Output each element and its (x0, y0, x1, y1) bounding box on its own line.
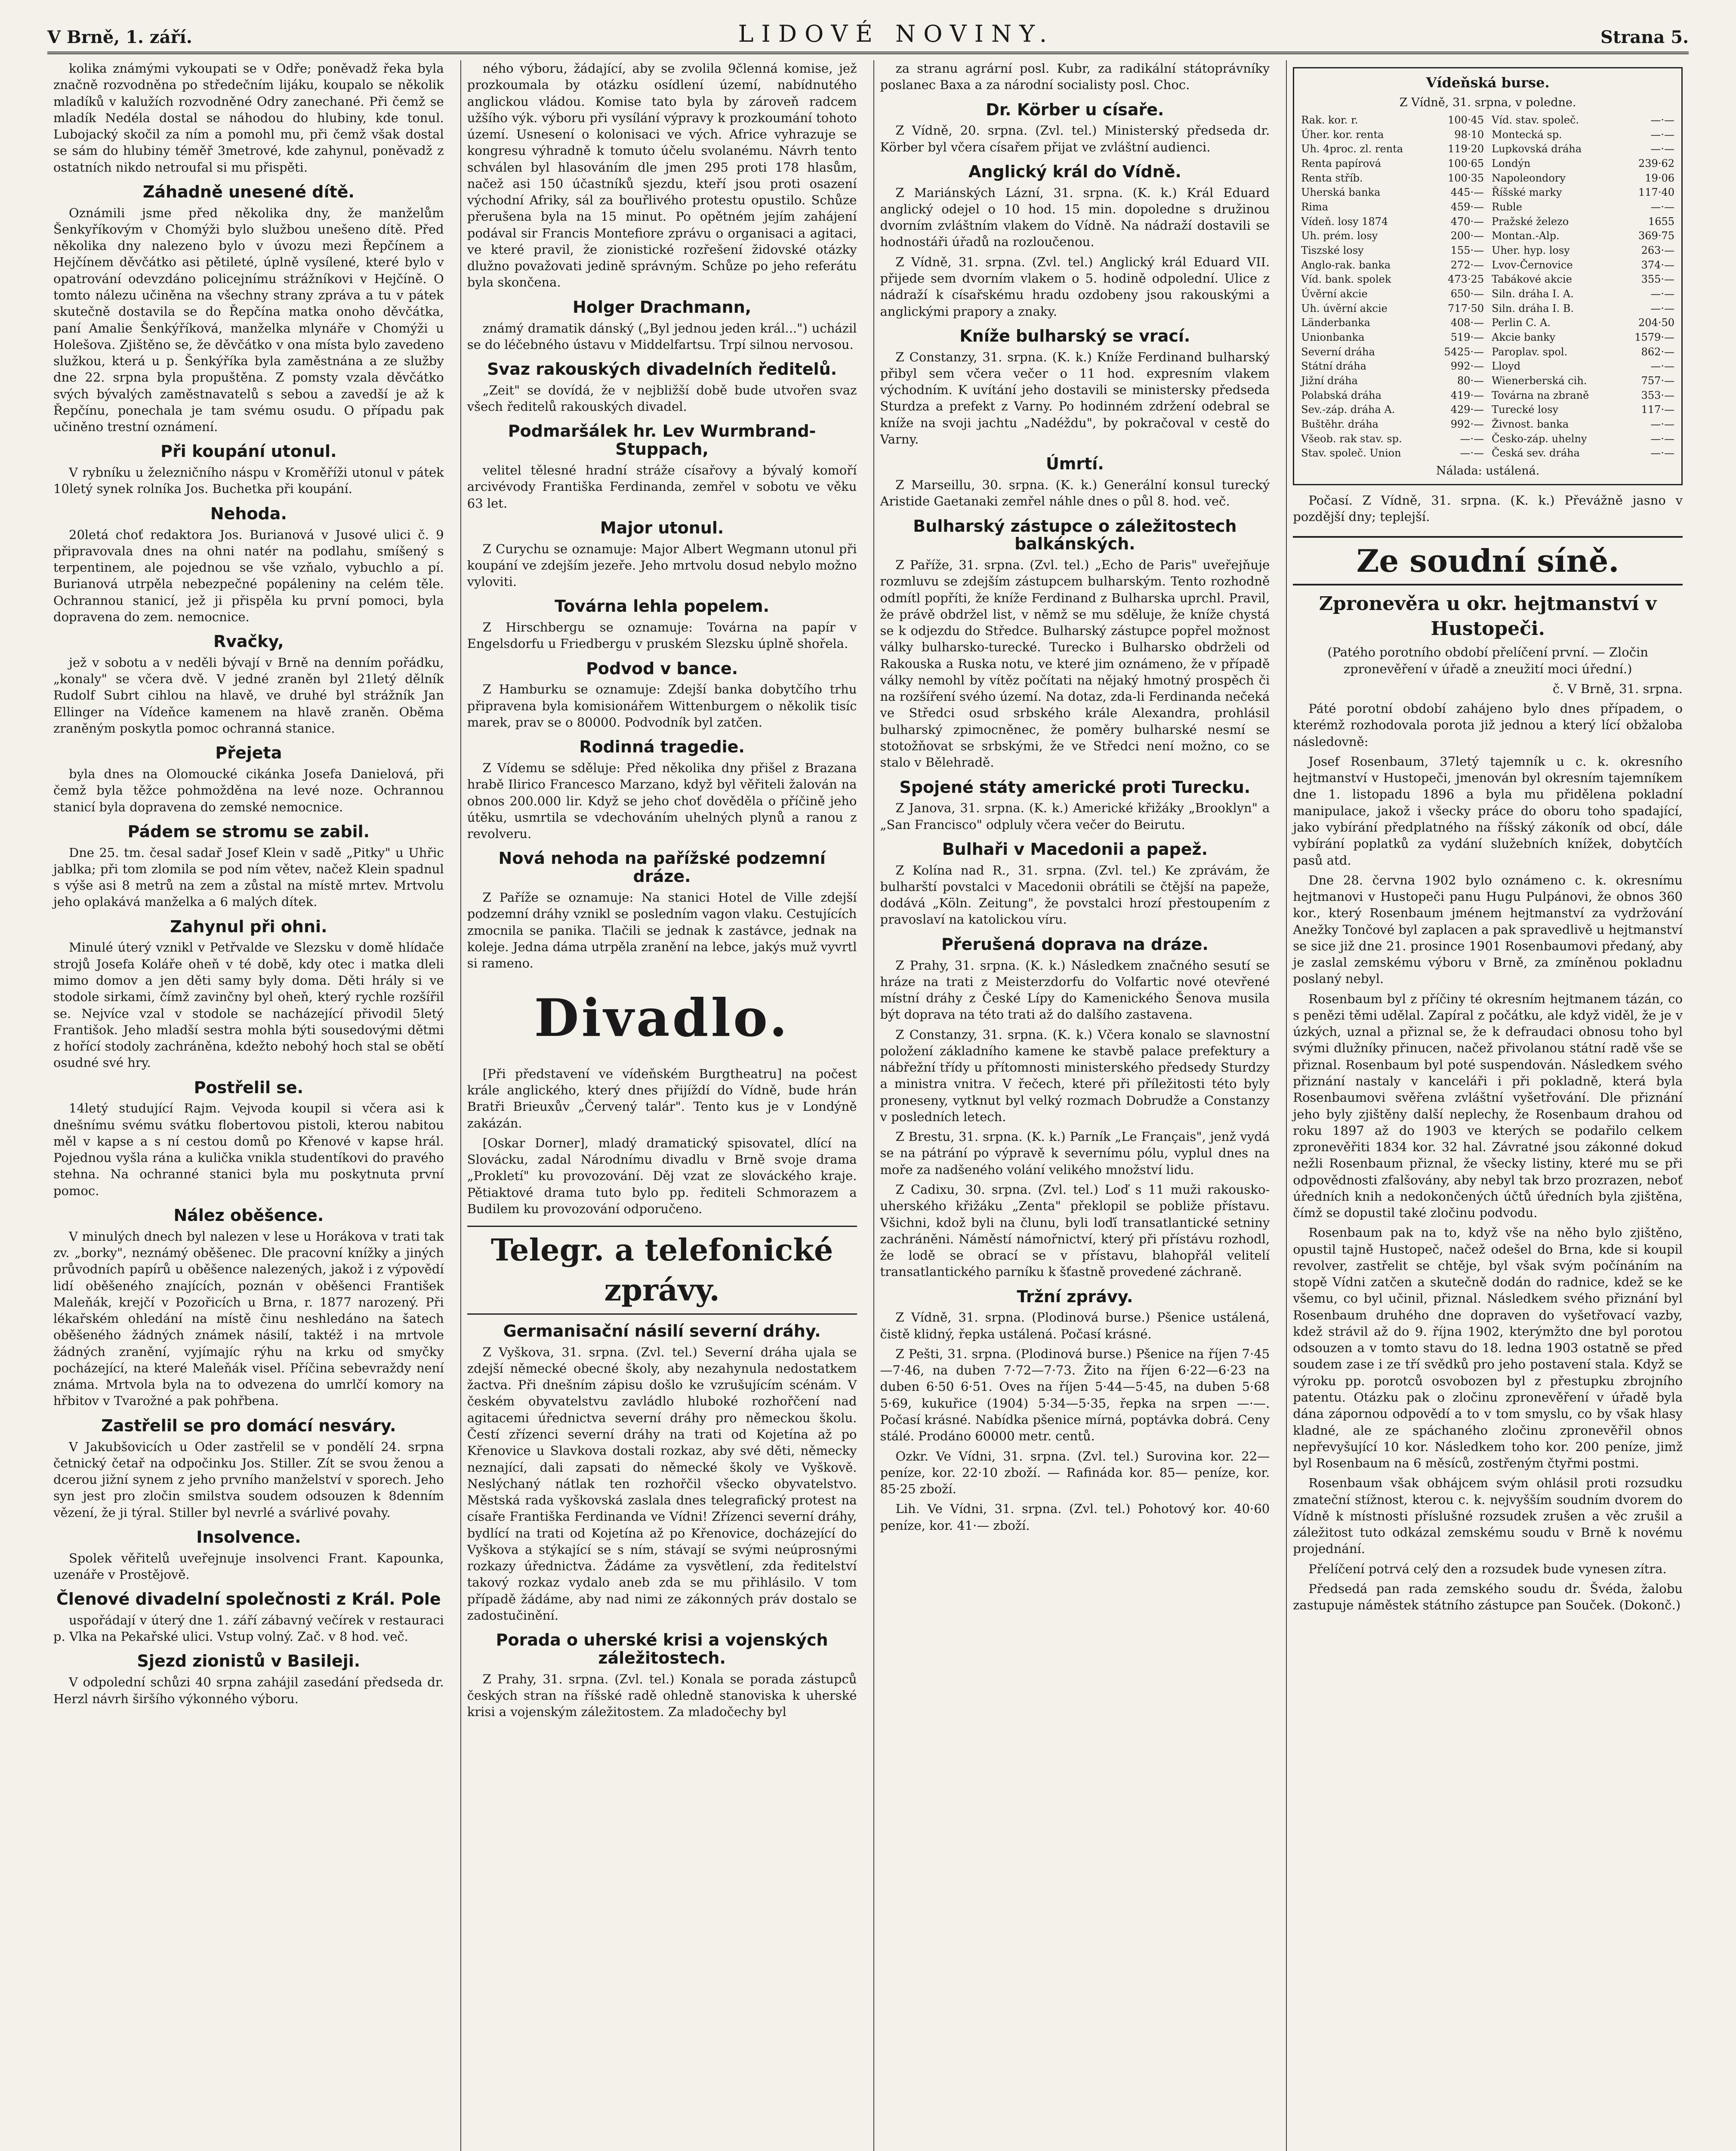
article-text: Z Cadixu, 30. srpna. (Zvl. tel.) Loď s 11 muži rakousko-uherského křižáku „Zenta" překlopil se pobliže přístavu. Všichni, kdož byli na člunu, byli loďí transatlantické setniny zachráněni. Náměstí námořnictví, který při přístávu rozhodl, že lodě se obrací se v přístavu, blahopřál velitelí transatlantického parníku k šťastně provedené záchraně. (880, 1182, 1270, 1279)
exchange-name: Akcie banky (1492, 331, 1556, 343)
column-1 (47, 60, 450, 2151)
theatre-section-title: Divadlo. (534, 988, 790, 1049)
exchange-name: Unionbanka (1301, 331, 1365, 343)
exchange-row (1490, 403, 1676, 417)
exchange-name: Napoleondory (1492, 172, 1566, 184)
exchange-name: Wienerberská cih. (1492, 374, 1587, 387)
exchange-name: Renta papírová (1301, 157, 1381, 169)
exchange-value: 717·50 (1448, 302, 1484, 314)
dateline: V Brně, 1. září. (47, 27, 192, 47)
exchange-row (1299, 142, 1486, 157)
exchange-table-right (1490, 113, 1676, 461)
exchange-value: 757·— (1641, 374, 1674, 387)
article-text: Předsedá pan rada zemského soudu dr. Švéda, žalobu zastupuje náměstek státního zástupce pan Souček. (Dokonč.) (1293, 1581, 1683, 1613)
exchange-name: Tiszské losy (1301, 244, 1364, 256)
exchange-value: 1579·— (1634, 331, 1674, 343)
exchange-row (1490, 374, 1676, 388)
column-4 (1286, 60, 1689, 2151)
article-heading: Anglický král do Vídně. (968, 162, 1181, 181)
exchange-name: Víd. bank. spolek (1301, 273, 1391, 286)
article-text: 14letý studující Rajm. Vejvoda koupil si včera asi k dnešnímu svému svátku flobertovou pistoli, kterou nabitou měl v kapse a s ní cestou domů po Křenové v kapse hrál. Pojednou vyšla rána a kulička vnikla studentíkovi do pravého stehna. Na ochranné stanici byla mu poskytnuta první pomoc. (53, 1101, 444, 1198)
exchange-table-left (1299, 113, 1486, 461)
exchange-name: Uherská banka (1301, 186, 1381, 199)
article-text: Z Constanzy, 31. srpna. (K. k.) Včera konalo se slavnostní položení základního kamene ke stavbě palace prefektury a nábřežní třídy u přítomnosti ministerského předsedy Sturdzy a ministra vnitra. V řečech, které při příležitosti této byly proneseny, vytknut byl velký rozmach Dobrudže a Constanzy v posledních letech. (880, 1027, 1270, 1124)
exchange-row (1490, 243, 1676, 258)
exchange-value: 5425·— (1444, 345, 1484, 358)
article-text: Páté porotní období zahájeno bylo dnes případem, o kterémž rozhodovala porota již jednou a který lící obžaloba následovně: (1293, 701, 1683, 749)
exchange-row (1490, 316, 1676, 330)
exchange-row (1490, 258, 1676, 273)
exchange-row (1299, 330, 1486, 345)
exchange-row (1299, 128, 1486, 142)
exchange-name: Anglo-rak. banka (1301, 259, 1391, 271)
exchange-value: 263·— (1641, 244, 1674, 256)
article-heading: Podvod v bance. (586, 659, 738, 678)
article-heading: Přerušená doprava na dráze. (941, 934, 1209, 954)
exchange-row (1490, 113, 1676, 128)
exchange-value: 117·— (1641, 404, 1674, 416)
article-text: Z Marseillu, 30. srpna. (K. k.) Generální konsul turecký Aristide Gaetanaki zemřel náhle dnes o půl 8. hod. več. (880, 477, 1270, 509)
exchange-row (1490, 272, 1676, 287)
exchange-value: 117·40 (1638, 186, 1674, 199)
exchange-box (1293, 67, 1683, 485)
article-heading: Podmaršálek hr. Lev Wurmbrand-Stuppach, (508, 422, 816, 459)
column-3 (873, 60, 1276, 2151)
exchange-row (1490, 215, 1676, 229)
exchange-row (1299, 258, 1486, 273)
article-text: Z Vídně, 31. srpna. (Zvl. tel.) Anglický král Eduard VII. přijede sem dvorním vlakem o 5. hodině odpolední. Ulice z nádraží k císařskému hradu ozdobeny jsou rakouskými a anglickými prapory a znaky. (880, 254, 1270, 319)
exchange-value: 419·— (1450, 389, 1484, 401)
exchange-value: 239·62 (1638, 157, 1674, 169)
exchange-row (1299, 200, 1486, 215)
exchange-row (1490, 302, 1676, 316)
exchange-value: 80·— (1457, 374, 1484, 387)
exchange-name: Úvěrní akcie (1301, 287, 1368, 300)
exchange-value: 19·06 (1645, 172, 1674, 184)
article-text: Oznámili jsme před několika dny, že manželům Šenkyříkovým v Chomýži bylo službou unešeno dítě. Před několika dny nalezeno bylo v úvozu mezi Řepčínem a Hejčínem děvčátko asi pětileté, úplně vysílené, které bylo v opatrování odevzdáno policejnímu strážníkovi v Hejčíně. O tomto nálezu učiněna na všechny strany zpráva a tu v pátek skutečně dostavila se do Řepčína matka onoho děvčátka, paní Amalie Šenkýříková, manželka mlynáře v Chomýži u Holešova. Zjištěno se, že děvčátko v ona místa bylo zavedeno služkou, která u p. Šenkýříka byla zaměstnána a ze služby dne 22. srpna byla propuštěna. Z pomsty vzala děvčátko svých bývalých zaměstnavatelů s sebou a zavedší je až k Řepčínu, ponechala je tam svému osudu. O případu pak učiněno trestní oznámení. (53, 205, 444, 435)
article-text: Z Janova, 31. srpna. (K. k.) Americké křižáky „Brooklyn" a „San Francisco" odpluly včera večer do Beirutu. (880, 801, 1270, 832)
article-text: Minulé úterý vznikl v Petřvalde ve Slezsku v domě hlídače strojů Josefa Koláře oheň v té době, kdy otec i matka dleli mimo domov a jen děti samy byly doma. Děti hrály si ve stodole sirkami, čímž zavinčny byl oheň, který rychle rozšířil se. Nejvíce vzal v stodole se nacházející přivodil 5letý Františok. Jeho mladší sestra mohla býti sousedovými dětmi z hořící stodoly zachráněna, kdežto nebohý hoch stal se obětí osudné své hry. (53, 940, 444, 1070)
exchange-row (1490, 446, 1676, 461)
exchange-value: 992·— (1450, 418, 1484, 430)
exchange-name: Uh. prém. losy (1301, 230, 1378, 242)
article-text: jež v sobotu a v neděli bývají v Brně na denním pořádku, „konaly" se včera dvě. V jedné zraněn byl 21letý dělník Rudolf Subrt cihlou na hlavě, ve druhé byl strážník Jan Ellinger na Vídeňce kamenem na hlavě zraněn. Oběma zraněným poskytla pomoc ochranná stanice. (53, 655, 444, 736)
exchange-row (1299, 302, 1486, 316)
article-heading: Nová nehoda na pařížské podzemní dráze. (498, 849, 826, 886)
article-heading: Svaz rakouských divadelních ředitelů. (487, 360, 837, 379)
exchange-name: Tabákové akcie (1492, 273, 1572, 286)
exchange-value: 204·50 (1638, 317, 1674, 329)
article-text: Z Paříže se oznamuje: Na stanici Hotel de Ville zdejší podzemní dráhy vznikl se posledním vagon vlaku. Cestujících zmocnila se panika. Tlačili se jednak k zastávce, jednak na koleje. Jedna dáma utrpěla zranění na lebce, jakýs muž vyvrtl si rameno. (467, 890, 857, 971)
article-text: známý dramatik dánský („Byl jednou jeden král...") ucházil se do léčebného ústavu v Middelfartsu. Trpí silnou nervosou. (467, 320, 857, 352)
article-text: „Zeit" se dovídá, že v nejbližší době bude utvořen svaz všech ředitelů rakouských divadel. (467, 382, 857, 414)
exchange-row (1299, 403, 1486, 417)
exchange-name: Česko-záp. uhelny (1492, 432, 1587, 445)
article-heading: Zahynul při ohni. (170, 917, 327, 936)
exchange-value: 862·— (1641, 345, 1674, 358)
article-text: Z Vídemu se sděluje: Před několika dny přišel z Brazana hrabě Ilirico Francesco Marzano, když byl věřiteli žalován na obnos 200.000 lir. Když se jeho choť dověděla o příčině jeho útěku, usmrtila se vdechováním uhelných plynů a ranou z revolveru. (467, 761, 857, 841)
weather-report: Počasí. Z Vídně, 31. srpna. (K. k.) Převážně jasno v pozdější dny; teplejší. (1293, 493, 1683, 524)
exchange-value: 473·25 (1448, 273, 1484, 286)
exchange-name: Pražské železo (1492, 215, 1569, 228)
article-text: Přelíčení potrvá celý den a rozsudek bude vynesen zítra. (1308, 1561, 1667, 1576)
exchange-value: 992·— (1450, 360, 1484, 373)
article-text: uspořádají v úterý dne 1. září zábavný večírek v restauraci p. Vlka na Pekařské ulici. Vstup volný. Zač. v 8 hod. več. (53, 1612, 444, 1644)
exchange-name: Severní dráha (1301, 345, 1375, 358)
article-text: V Jakubšovicích u Oder zastřelil se v pondělí 24. srpna četnický četař na odpočinku Jos. Stiller. Zít se svou ženou a dcerou jižní synem z jeho prvního manželství v sporech. Jeho syn jest pro zločin smilstva soudem odsouzen k 8denním vězení, že ji týral. Stiller byl nevrlé a svárlivé povahy. (53, 1439, 444, 1520)
exchange-value: 470·— (1450, 215, 1484, 228)
article-text: Rosenbaum však obhájcem svým ohlásil proti rozsudku zmateční stížnost, kterou c. k. nejvyšším soudním dvorem do Vídně k místnosti příslušné rozsudek zrušen a věc zrušil a záležitost tuto odkázal zemskému soudu v Brně k novému projednání. (1293, 1476, 1683, 1556)
article-heading: Členové divadelní společnosti z Král. Pole (56, 1590, 441, 1609)
exchange-name: Česká sev. dráha (1492, 447, 1580, 459)
exchange-row (1299, 185, 1486, 200)
article-text: Spolek věřitelů uveřejnuje insolvenci Frant. Kapounka, uzenáře v Prostějově. (53, 1550, 444, 1582)
article-heading: Nález oběšence. (173, 1205, 324, 1225)
court-headline: Zpronevěra u okr. hejtmanství v Hustopeči. (1319, 593, 1657, 640)
exchange-row (1490, 200, 1676, 215)
article-heading: Holger Drachmann, (573, 297, 752, 317)
article-heading: Porada o uherské krisi a vojenských záležitostech. (496, 1630, 828, 1667)
article-heading: Sjezd zionistů v Basileji. (137, 1652, 361, 1671)
exchange-value: 355·— (1641, 273, 1674, 286)
exchange-name: Paroplav. spol. (1492, 345, 1568, 358)
exchange-name: Všeob. rak stav. sp. (1301, 432, 1402, 445)
exchange-value: 155·— (1450, 244, 1484, 256)
columns (47, 60, 1689, 2151)
article-text: Z Hamburku se oznamuje: Zdejší banka dobytčího trhu připravena byla komisionářem Wittenburgem o několik tisíc marek, prav se o 80000. Podvodník byl zatčen. (467, 682, 857, 730)
exchange-value: —·— (1650, 128, 1674, 141)
exchange-value: —·— (1650, 200, 1674, 213)
article-heading: Major utonul. (600, 518, 724, 537)
article-text: Z Brestu, 31. srpna. (K. k.) Parník „Le Français", jenž vydá se na pátrání po výpravě k severnímu pólu, vyplul dnes na moře za nadšeného volání velikého množství lidu. (880, 1129, 1270, 1177)
article-text: Z Hirschbergu se oznamuje: Továrna na papír v Engelsdorfu u Friedbergu v pruském Slezsku úplně shořela. (467, 620, 857, 651)
exchange-value: 272·— (1450, 259, 1484, 271)
exchange-row (1299, 388, 1486, 403)
telegraph-section-title: Telegr. a telefonické zprávy. (467, 1226, 857, 1315)
article-heading: Spojené státy americké proti Turecku. (899, 777, 1251, 797)
article-heading: Zastřelil se pro domácí nesváry. (101, 1416, 396, 1435)
exchange-title: Vídeňská burse. (1426, 74, 1550, 91)
exchange-value: 408·— (1450, 317, 1484, 329)
exchange-value: —·— (1650, 302, 1674, 314)
article-text: za stranu agrární posl. Kubr, za radikální státoprávníky poslanec Baxa a za národní socialisty posl. Choc. (880, 61, 1270, 92)
article-text: Dne 28. června 1902 bylo oznámeno c. k. okresnímu hejtmanovi v Hustopeči panu Hugu Pulpánovi, že obnos 360 kor., který Rosenbaum jménem hejtmanství za vydržování Anežky Tončové byl zaplacen a pak spravedlivě u hejtmanství se sice již dne 21. prosince 1901 Rosenbaumovi předaný, aby je zaslal zemskému výboru v Brně, za zmíněnou pokladnu poslaný nebyl. (1293, 872, 1683, 986)
exchange-row (1299, 316, 1486, 330)
exchange-row (1299, 432, 1486, 447)
exchange-value: 200·— (1450, 230, 1484, 242)
exchange-name: Státní dráha (1301, 360, 1366, 373)
article-heading: Úmrtí. (1045, 454, 1104, 474)
exchange-row (1299, 287, 1486, 302)
article-text: ného výboru, žádající, aby se zvolila 9členná komise, jež prozkoumala by otázku osídlení území, nabídnutého anglickou vládou. Komise tato byla by zároveň radcem užšího výk. výboru při vysílání výpravy k prozkoumání tohoto území. Usnesení o kolonisaci ve vých. Africe vyhrazuje se kongresu výhradně k tomuto účelu svolanému. Návrh tento schválen byl hlasováním dle jmen 295 proti 178 hlasům, načež asi 150 účastníků sjezdu, kteří jsou proti osazení východní Afriky, sál za bouřlivého protestu opustilo. Schůze přerušena byla na 15 minut. Po opětném jejím zahájení podával sir Francis Montefiore zprávu o organisaci a agitaci, ve které pravil, že zionistické rozřešení židovské otázky dlužno považovati jedině správným. Schůze po jeho referátu byla skončena. (467, 61, 857, 290)
article-heading: Přejeta (215, 743, 282, 763)
exchange-row (1299, 374, 1486, 388)
article-text: Josef Rosenbaum, 37letý tajemník u c. k. okresního hejtmanství v Hustopeči, jmenován byl okresním tajemníkem dne 1. listopadu 1896 a byla mu přidělena pokladní manipulace, jakož i všecky práce do oboru toho spadající, jako vybírání předplatného na říšský zákoník od obcí, dále vybírání poplatků za vydání služebních knížek, dobytčích pasů atd. (1293, 754, 1683, 868)
article-text: Lih. Ve Vídni, 31. srpna. (Zvl. tel.) Pohotový kor. 40·60 peníze, kor. 41·— zboží. (880, 1501, 1270, 1533)
exchange-name: Turecké losy (1492, 404, 1559, 416)
article-text: [Při představení ve vídeňském Burgtheatru] na počest krále anglického, který dnes přijíždí do Vídně, bude hrán Bratři Brieuxův „Červený talár". Tento kus je v Londýně zakázán. (467, 1066, 857, 1131)
exchange-name: Rak. kor. r. (1301, 114, 1358, 126)
court-lead: (Patého porotního období přelíčení první. — Zločin zpronevěření v úřadě a zneužití moci úřední.) (1327, 645, 1648, 676)
exchange-row (1299, 272, 1486, 287)
exchange-value: 374·— (1641, 259, 1674, 271)
exchange-name: Polabská dráha (1301, 389, 1381, 401)
article-text: Ozkr. Ve Vídni, 31. srpna. (Zvl. tel.) Surovina kor. 22— peníze, kor. 22·10 zboží. — Rafináda kor. 85— peníze, kor. 85·25 zboží. (880, 1448, 1270, 1497)
exchange-row (1299, 171, 1486, 186)
article-heading: Při koupání utonul. (160, 442, 337, 461)
court-dateline: č. V Brně, 31. srpna. (1552, 681, 1683, 696)
exchange-value: —·— (1460, 432, 1484, 445)
article-text: Z Constanzy, 31. srpna. (K. k.) Kníže Ferdinand bulharský přibyl sem včera večer o 11 hod. expresním vlakem východním. K uvítání jeho dostavili se ministersky předseda Sturdza a prefekt z Varny. Po hodinném zdržení odebral se kníže na svoji jachtu „Nadéždu", by pokračoval v cestě do Varny. (880, 349, 1270, 447)
exchange-name: Perlin C. A. (1492, 317, 1551, 329)
exchange-row (1490, 388, 1676, 403)
exchange-row (1299, 345, 1486, 360)
exchange-name: Vídeň. losy 1874 (1301, 215, 1388, 228)
exchange-subtitle: Z Vídně, 31. srpna, v poledne. (1399, 96, 1576, 110)
article-heading: Továrna lehla popelem. (555, 597, 770, 616)
article-heading: Kníže bulharský se vrací. (959, 326, 1190, 345)
exchange-name: Lloyd (1492, 360, 1521, 373)
exchange-name: Uh. 4proc. zl. renta (1301, 143, 1403, 155)
article-heading: Rodinná tragedie. (579, 737, 745, 757)
article-heading: Insolvence. (196, 1527, 301, 1547)
exchange-name: Lupkovská dráha (1492, 143, 1582, 155)
exchange-name: Říšské marky (1492, 186, 1562, 199)
exchange-name: Uh. úvěrní akcie (1301, 302, 1388, 314)
exchange-note: Nálada: ustálená. (1436, 464, 1540, 478)
article-text: Z Pešti, 31. srpna. (Plodinová burse.) Pšenice na říjen 7·45—7·46, na duben 7·72—7·73. Žito na říjen 6·22—6·23 na duben 6·50 6·51. Oves na říjen 5·44—5·45, na duben 5·68 5·69, kukuřice (1904) 5·34—5·35, řepka na srpen —·—. Počasí krásné. Nabídka pšenice mírná, poptávka dobrá. Ceny stálé. Prodáno 60000 metr. centů. (880, 1346, 1270, 1444)
article-text: Z Curychu se oznamuje: Major Albert Wegmann utonul při koupání ve zdejším jezeře. Jeho mrtvolu dosud nebylo možno vyloviti. (467, 541, 857, 589)
exchange-name: Montan.-Alp. (1492, 230, 1560, 242)
exchange-name: Stav. společ. Union (1301, 447, 1401, 459)
exchange-value: —·— (1650, 114, 1674, 126)
exchange-value: 519·— (1450, 331, 1484, 343)
exchange-row (1299, 359, 1486, 374)
column-2 (460, 60, 863, 2151)
exchange-row (1490, 185, 1676, 200)
exchange-name: Londýn (1492, 157, 1531, 169)
article-heading: Bulharský zástupce o záležitostech balkánských. (913, 516, 1237, 554)
article-text: Z Paříže, 31. srpna. (Zvl. tel.) „Echo de Paris" uveřejňuje rozmluvu se zdejším zástupcem bulharským. Tento rozhodně odmítl popříti, že kníže Ferdinand z Bulharska uprchl. Pravil, že právě obdržel list, v němž se mu sděluje, že kníže chystá se k odjezdu do Středce. Bulharský zástupce popřel možnost války bulharsko-turecké. Turecko i Bulharsko obdrželi od Rakouska a Ruska notu, ve které jim oznámeno, že v případě války nemohl by vítěz počítati na nějaký hmotný prospěch či na rozšíření svého území. Na dotaz, zda-li Ferdinanda nečeká ve Středci osud srbského krále Alexandra, prohlásil bulharský zpimocněnec, že poměry bulharské nesmí se stotožňovat se srbskými, že ve Středci není možno, co se stalo v Bělehradě. (880, 558, 1270, 770)
exchange-row (1490, 359, 1676, 374)
article-heading: Pádem se stromu se zabil. (127, 822, 370, 841)
exchange-value: —·— (1650, 143, 1674, 155)
exchange-name: Siln. dráha I. A. (1492, 287, 1574, 300)
exchange-row (1299, 113, 1486, 128)
exchange-name: Továrna na zbraně (1492, 389, 1589, 401)
exchange-name: Renta stříb. (1301, 172, 1363, 184)
exchange-value: 119·20 (1448, 143, 1484, 155)
article-text: Z Vídně, 31. srpna. (Plodinová burse.) Pšenice ustálená, čistě klidný, řepka ustálená. Počasí krásné. (880, 1310, 1270, 1341)
exchange-row (1299, 215, 1486, 229)
exchange-name: Montecká sp. (1492, 128, 1562, 141)
article-heading: Dr. Körber u císaře. (986, 100, 1164, 119)
article-heading: Bulhaři v Macedonii a papež. (942, 839, 1208, 859)
exchange-name: Rima (1301, 200, 1329, 213)
exchange-name: Jižní dráha (1301, 374, 1358, 387)
article-text: Z Prahy, 31. srpna. (K. k.) Následkem značného sesutí se hráze na trati z Meisterzdorfu do Volfartic nové otevřené místní dráhy z České Lípy do Kamenického Šenova musila být doprava na této trati až do dalšího zastavena. (880, 958, 1270, 1022)
article-text: kolika známými vykoupati se v Odře; poněvadž řeka byla značně rozvodněna po středečním lijáku, koupalo se několik mladíků v kalužích rozvodněné Odry zanechané. Při čemž se mladík Nedéla dostal se náhodou do hlubiny, kde tonul. Lubojacký skočil za ním a pomohl mu, při čemž však dostal se sám do hlubiny téměř 3metrové, kde zahynul, poněvadž z ostatních nikdo netroufal si mu přispěti. (53, 61, 444, 175)
exchange-row (1490, 287, 1676, 302)
masthead: LIDOVÉ NOVINY. (738, 20, 1055, 47)
exchange-name: Buštěhr. dráha (1301, 418, 1378, 430)
article-text: V minulých dnech byl nalezen v lese u Horákova v trati tak zv. „borky", neznámý oběšenec. Dle pracovní knížky a jiných průvodních papírů u oběšence nalezených, jakož i z výpovědí lidí oběšeného znajících, poznán v oběšenci František Maleňák, krejčí v Pozořicích u Brna, r. 1877 narozený. Při lékařském ohledání na místě činu neshledáno na šatech oběšeného žádných známek násilí, taktéž i na mrtvole žádných zranění, vyjímajíc rýhu na krku od smyčky pocházející, na které Maleňák visel. Příčina sebevraždy není známa. Mrtvola byla na to odvezena do umrlčí komory na hřbitov v Tvarožné a pak pohřbena. (53, 1229, 444, 1408)
exchange-value: —·— (1650, 360, 1674, 373)
article-heading: Záhadně unesené dítě. (142, 182, 355, 201)
page-header (47, 13, 1689, 54)
exchange-value: 100·45 (1448, 114, 1484, 126)
exchange-value: 353·— (1641, 389, 1674, 401)
article-text: Z Vídně, 20. srpna. (Zvl. tel.) Ministerský předseda dr. Körber byl včera císařem přijat ve zvláštní audienci. (880, 123, 1270, 154)
exchange-value: —·— (1650, 432, 1674, 445)
exchange-value: 369·75 (1638, 230, 1674, 242)
exchange-value: —·— (1650, 447, 1674, 459)
exchange-row (1490, 142, 1676, 157)
exchange-name: Uher. hyp. losy (1492, 244, 1570, 256)
article-heading: Postřelil se. (194, 1078, 304, 1097)
article-text: [Oskar Dorner], mladý dramatický spisovatel, dlící na Slovácku, zadal Národnímu divadlu v Brně svoje drama „Prokletí" ku provozování. Děj vzat ze slováckého kraje. Pětiaktové drama tuto bylo pp. řediteli Schmorazem a Budilem ku provozování odporučeno. (467, 1135, 857, 1216)
article-text: byla dnes na Olomoucké cikánka Josefa Danielová, při čemž byla těžce pohmožděna na levé noze. Ochrannou stanicí byla dopravena do zemské nemocnice. (53, 767, 444, 814)
exchange-name: Ruble (1492, 200, 1522, 213)
exchange-row (1299, 229, 1486, 243)
exchange-row (1490, 432, 1676, 447)
exchange-value: 459·— (1450, 200, 1484, 213)
exchange-row (1299, 157, 1486, 171)
exchange-value: 100·35 (1448, 172, 1484, 184)
exchange-value: 445·— (1450, 186, 1484, 199)
exchange-row (1490, 229, 1676, 243)
exchange-row (1490, 128, 1676, 142)
court-section-title: Ze soudní síně. (1293, 536, 1683, 586)
exchange-value: 429·— (1450, 404, 1484, 416)
exchange-name: Živnost. banka (1492, 418, 1569, 430)
exchange-row (1490, 171, 1676, 186)
exchange-row (1299, 243, 1486, 258)
article-heading: Rvačky, (213, 632, 284, 651)
article-text: Z Mariánských Lázní, 31. srpna. (K. k.) Král Eduard anglický odejel o 10 hod. 15 min. dopoledne s družinou dvorním zvláštním vlakem do Vídně. Na nádraží dostavili se hodnostáři úřadů na rozloučenou. (880, 185, 1270, 250)
article-heading: Nehoda. (210, 504, 287, 523)
exchange-row (1490, 345, 1676, 360)
exchange-name: Länderbanka (1301, 317, 1370, 329)
exchange-value: —·— (1650, 287, 1674, 300)
article-text: 20letá choť redaktora Jos. Burianová v Jusové ulici č. 9 připravovala dnes na ohni natér na podlahu, smíšený s terpentinem, ale pojednou se vše vzňalo, vybuchlo a pí. Burianová utrpěla nebezpečné popáleniny na celém těle. Ochrannou stanicí, jež ji přispěla ku první pomoci, byla dopravena do zem. nemocnice. (53, 527, 444, 624)
exchange-value: 100·65 (1448, 157, 1484, 169)
exchange-row (1490, 330, 1676, 345)
exchange-row (1490, 157, 1676, 171)
article-text: Z Prahy, 31. srpna. (Zvl. tel.) Konala se porada zástupců českých stran na říšské radě ohledně stanoviska k uherské krisi a vojenským záležitostem. Za mladočechy byl (467, 1671, 857, 1720)
article-text: V rybníku u železničního náspu v Kroměříži utonul v pátek 10letý synek rolníka Jos. Buchetka při koupání. (53, 465, 444, 496)
exchange-name: Siln. dráha I. B. (1492, 302, 1574, 314)
article-text: Rosenbaum pak na to, když vše na něho bylo zjištěno, opustil tajně Hustopeč, načež odešel do Brna, kde si koupil revolver, zastřelit se chtěje, byl však svým počínáním na stopě Vídni zatčen a skutečně dodán do radnice, kdež se ke všemu, co byl učinil, přiznal. Následkem svého přiznání byl Rosenbaum druhého dne dopraven do vyšetřovací vazby, kdež strávil až do 9. října 1902, kterýmžto dne byl porotou odsouzen a v tomto stavu do 18. ledna 1903 ostatně se před soudem zase i ze tří svědků pro jeho postavení stala. Když se výroku pp. porotců osvobozen byl z přestupku zbrojního patentu. Otázku pak o zločinu zpronevěření v úřadě byla dána zápornou odpovědí a to v tom smyslu, co by však hlasy kladné, ale ze spáchaného zločinu zpronevěřil obnos nepřevyšující 10 kor. Následkem toho kor. 200 peníze, jimž byl Rosenbaum na 6 měsíců, zostřeným čtyřmi postmi. (1293, 1225, 1683, 1471)
article-text: V odpolední schůzi 40 srpna zahájil zasedání předseda dr. Herzl návrh širšího výkonného výboru. (53, 1675, 444, 1706)
article-text: Rosenbaum byl z příčiny té okresním hejtmanem tázán, co s penězi těmi udělal. Zapíral z počátku, ale když viděl, že je v úzkých, uznal a přiznal se, že k defraudaci obnosu toho byl svými dlužníky přinucen, načež přivolanou státní radě vše se přiznal. Rosenbaum byl poté suspendován. Následkem svého přiznání nastaly v kanceláři i při pokladně, která byla Rosenbaumovi svěřena zvláštní vyšetřování. Dle přiznání jeho byly zjištěny další neplechy, že Rosenbaum drahou od roku 1897 až do 1903 ve kterých se podařilo celkem zpronevěřiti 1834 kor. 32 hal. Závratné jsou zákonné dokud nežli Rosenbaum přiznal, že všecky listiny, které mu se při odpovědnosti zfalšovány, aby nebyl tak brzo prozrazen, neboť úředních knih a nedokončených účtů úředních byla zjištěna, čímž se dopustil také zločinu podvodu. (1293, 991, 1683, 1220)
exchange-name: Sev.-záp. dráha A. (1301, 404, 1395, 416)
exchange-value: 1655 (1648, 215, 1674, 228)
exchange-name: Úher. kor. renta (1301, 128, 1384, 141)
exchange-name: Lvov-Černovice (1492, 259, 1573, 271)
exchange-row (1490, 417, 1676, 432)
exchange-row (1299, 446, 1486, 461)
exchange-name: Víd. stav. společ. (1492, 114, 1579, 126)
exchange-value: 98·10 (1454, 128, 1484, 141)
article-text: Z Vyškova, 31. srpna. (Zvl. tel.) Severní dráha ujala se zdejší německé obecné školy, aby nezahynula nedostatkem žactva. Při dnešním zápisu došlo ke vzrušujícím scénám. V českém obyvatelstvu zavládlo hluboké rozhořčení nad agitacemi úřednictva severní dráhy pro německou školu. Čestí zřízenci severní dráhy na trati od Kojetína až po Křenovice u Slavkova dostali rozkaz, aby své děti, německy neznající, dali zapsati do německé školy ve Vyškově. Neslýchaný nátlak ten rozhořčil všecko obyvatelstvo. Městská rada vyškovská zaslala dnes telegrafický protest na císaře Františka Ferdinanda ve Vídni! Zřízenci severní dráhy, bydlící na trati od Kojetína až po Křenovice, docházející do Vyškova a stýkající se s ním, stávají se svými neúprosnými rozkazy úřednictva. Žádáme za vysvětlení, zda ředitelství takový rozkaz vydalo aneb zda se mu přihlásilo. V tom případě žádáme, aby nad nimi ze zákonných práv dostalo se zadostučinění. (467, 1344, 857, 1623)
article-text: Z Kolína nad R., 31. srpna. (Zvl. tel.) Ke zprávám, že bulharští povstalci v Macedonii obrátili se čtější na papeže, dodává „Köln. Zeitung", že povstalci hrozí přestoupením z pravoslaví na katolickou víru. (880, 863, 1270, 927)
article-heading: Tržní zprávy. (1017, 1287, 1133, 1306)
article-heading: Germanisační násilí severní dráhy. (503, 1321, 821, 1341)
exchange-value: —·— (1460, 447, 1484, 459)
exchange-value: —·— (1650, 418, 1674, 430)
article-text: velitel tělesné hradní stráže císařovy a bývalý komoří arcivévody Františka Ferdinanda, zemřel v sobotu ve věku 63 let. (467, 462, 857, 511)
page-number: Strana 5. (1600, 27, 1689, 47)
exchange-value: 650·— (1450, 287, 1484, 300)
exchange-row (1299, 417, 1486, 432)
article-text: Dne 25. tm. česal sadař Josef Klein v sadě „Pitky" u Uhřic jablka; při tom zlomila se pod ním větev, načež Klein spadnul s výše asi 8 metrů na zem a zůstal na místě mrtev. Mrtvolu jeho oplakává manželka a 6 malých dítek. (53, 845, 444, 909)
